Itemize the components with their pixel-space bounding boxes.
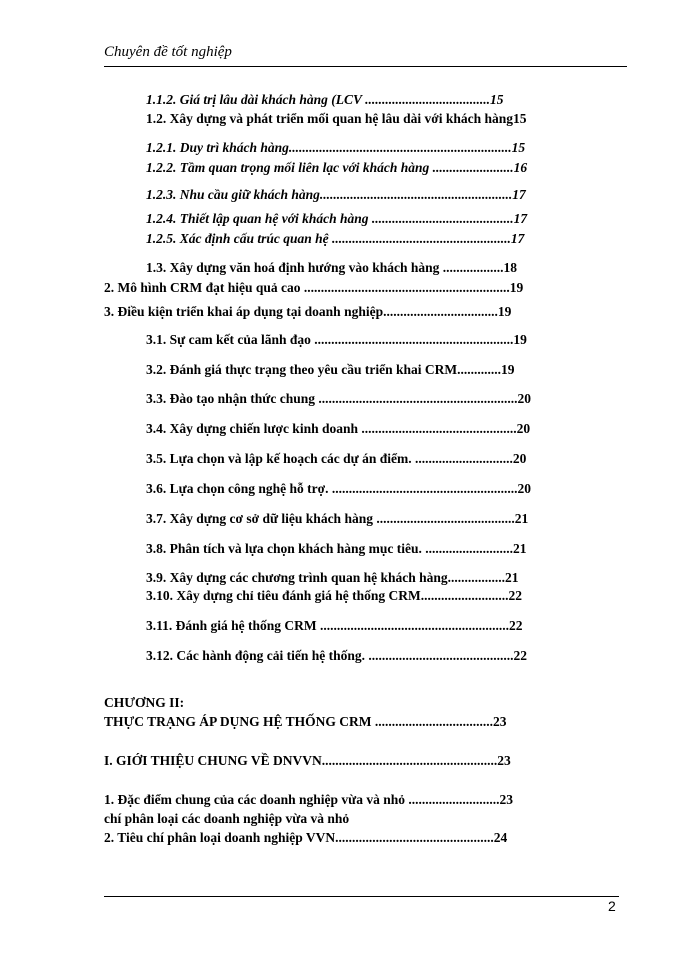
toc-entry: 1.2.1. Duy trì khách hàng..................................................................15 xyxy=(146,140,526,155)
toc-entry: chí phân loại các doanh nghiệp vừa và nhỏ xyxy=(104,811,350,826)
toc-entry: 3.9. Xây dựng các chương trình quan hệ khách hàng.................21 xyxy=(146,570,519,585)
toc-entry: THỰC TRẠNG ÁP DỤNG HỆ THỐNG CRM ...................................23 xyxy=(104,714,507,729)
footer-divider xyxy=(104,896,619,897)
toc-entry: 3.3. Đào tạo nhận thức chung ...........................................................20 xyxy=(146,391,532,406)
toc-entry: 3.1. Sự cam kết của lãnh đạo ...........................................................19 xyxy=(146,332,527,347)
toc-entry: 3.8. Phân tích và lựa chọn khách hàng mục tiêu. ..........................21 xyxy=(146,541,527,556)
page-number: 2 xyxy=(608,898,616,914)
toc-entry: 1.1.2. Giá trị lâu dài khách hàng (LCV .....................................15 xyxy=(146,92,504,107)
toc-entry: 1.2. Xây dựng và phát triển mối quan hệ lâu dài với khách hàng15 xyxy=(146,111,527,126)
toc-entry: 3.2. Đánh giá thực trạng theo yêu cầu triển khai CRM.............19 xyxy=(146,362,515,377)
toc-entry: 2. Mô hình CRM đạt hiệu quả cao .............................................................19 xyxy=(104,280,524,295)
toc-entry: CHƯƠNG II: xyxy=(104,695,185,710)
toc-entry: 3.12. Các hành động cải tiến hệ thống. ...........................................22 xyxy=(146,648,528,663)
toc-entry: 3. Điều kiện triển khai áp dụng tại doanh nghiệp..................................19 xyxy=(104,304,512,319)
toc-entry: I. GIỚI THIỆU CHUNG VỀ DNVVN....................................................23 xyxy=(104,753,511,768)
toc-entry: 1.2.5. Xác định cấu trúc quan hệ .....................................................17 xyxy=(146,231,525,246)
toc-entry: 1.2.2. Tầm quan trọng mối liên lạc với khách hàng ........................16 xyxy=(146,160,528,175)
page-header-title: Chuyên đề tốt nghiệp xyxy=(104,44,232,60)
toc-entry: 1.2.4. Thiết lập quan hệ với khách hàng ..........................................17 xyxy=(146,211,528,226)
toc-entry: 3.7. Xây dựng cơ sở dữ liệu khách hàng .........................................21 xyxy=(146,511,529,526)
toc-entry: 1.3. Xây dựng văn hoá định hướng vào khách hàng ..................18 xyxy=(146,260,518,275)
toc-entry: 2. Tiêu chí phân loại doanh nghiệp VVN...............................................24 xyxy=(104,830,508,845)
toc-entry: 1.2.3. Nhu cầu giữ khách hàng.........................................................17 xyxy=(146,187,526,202)
toc-entry: 3.11. Đánh giá hệ thống CRM ........................................................22 xyxy=(146,618,523,633)
toc-entry: 3.4. Xây dựng chiến lược kinh doanh ..............................................20 xyxy=(146,421,531,436)
toc-entry: 3.5. Lựa chọn và lập kế hoạch các dự án điểm. .............................20 xyxy=(146,451,527,466)
toc-entry: 3.6. Lựa chọn công nghệ hỗ trợ. .......................................................20 xyxy=(146,481,531,496)
toc-entry: 1. Đặc điểm chung của các doanh nghiệp vừa và nhỏ ...........................23 xyxy=(104,792,514,807)
toc-entry: 3.10. Xây dựng chỉ tiêu đánh giá hệ thống CRM..........................22 xyxy=(146,588,523,603)
